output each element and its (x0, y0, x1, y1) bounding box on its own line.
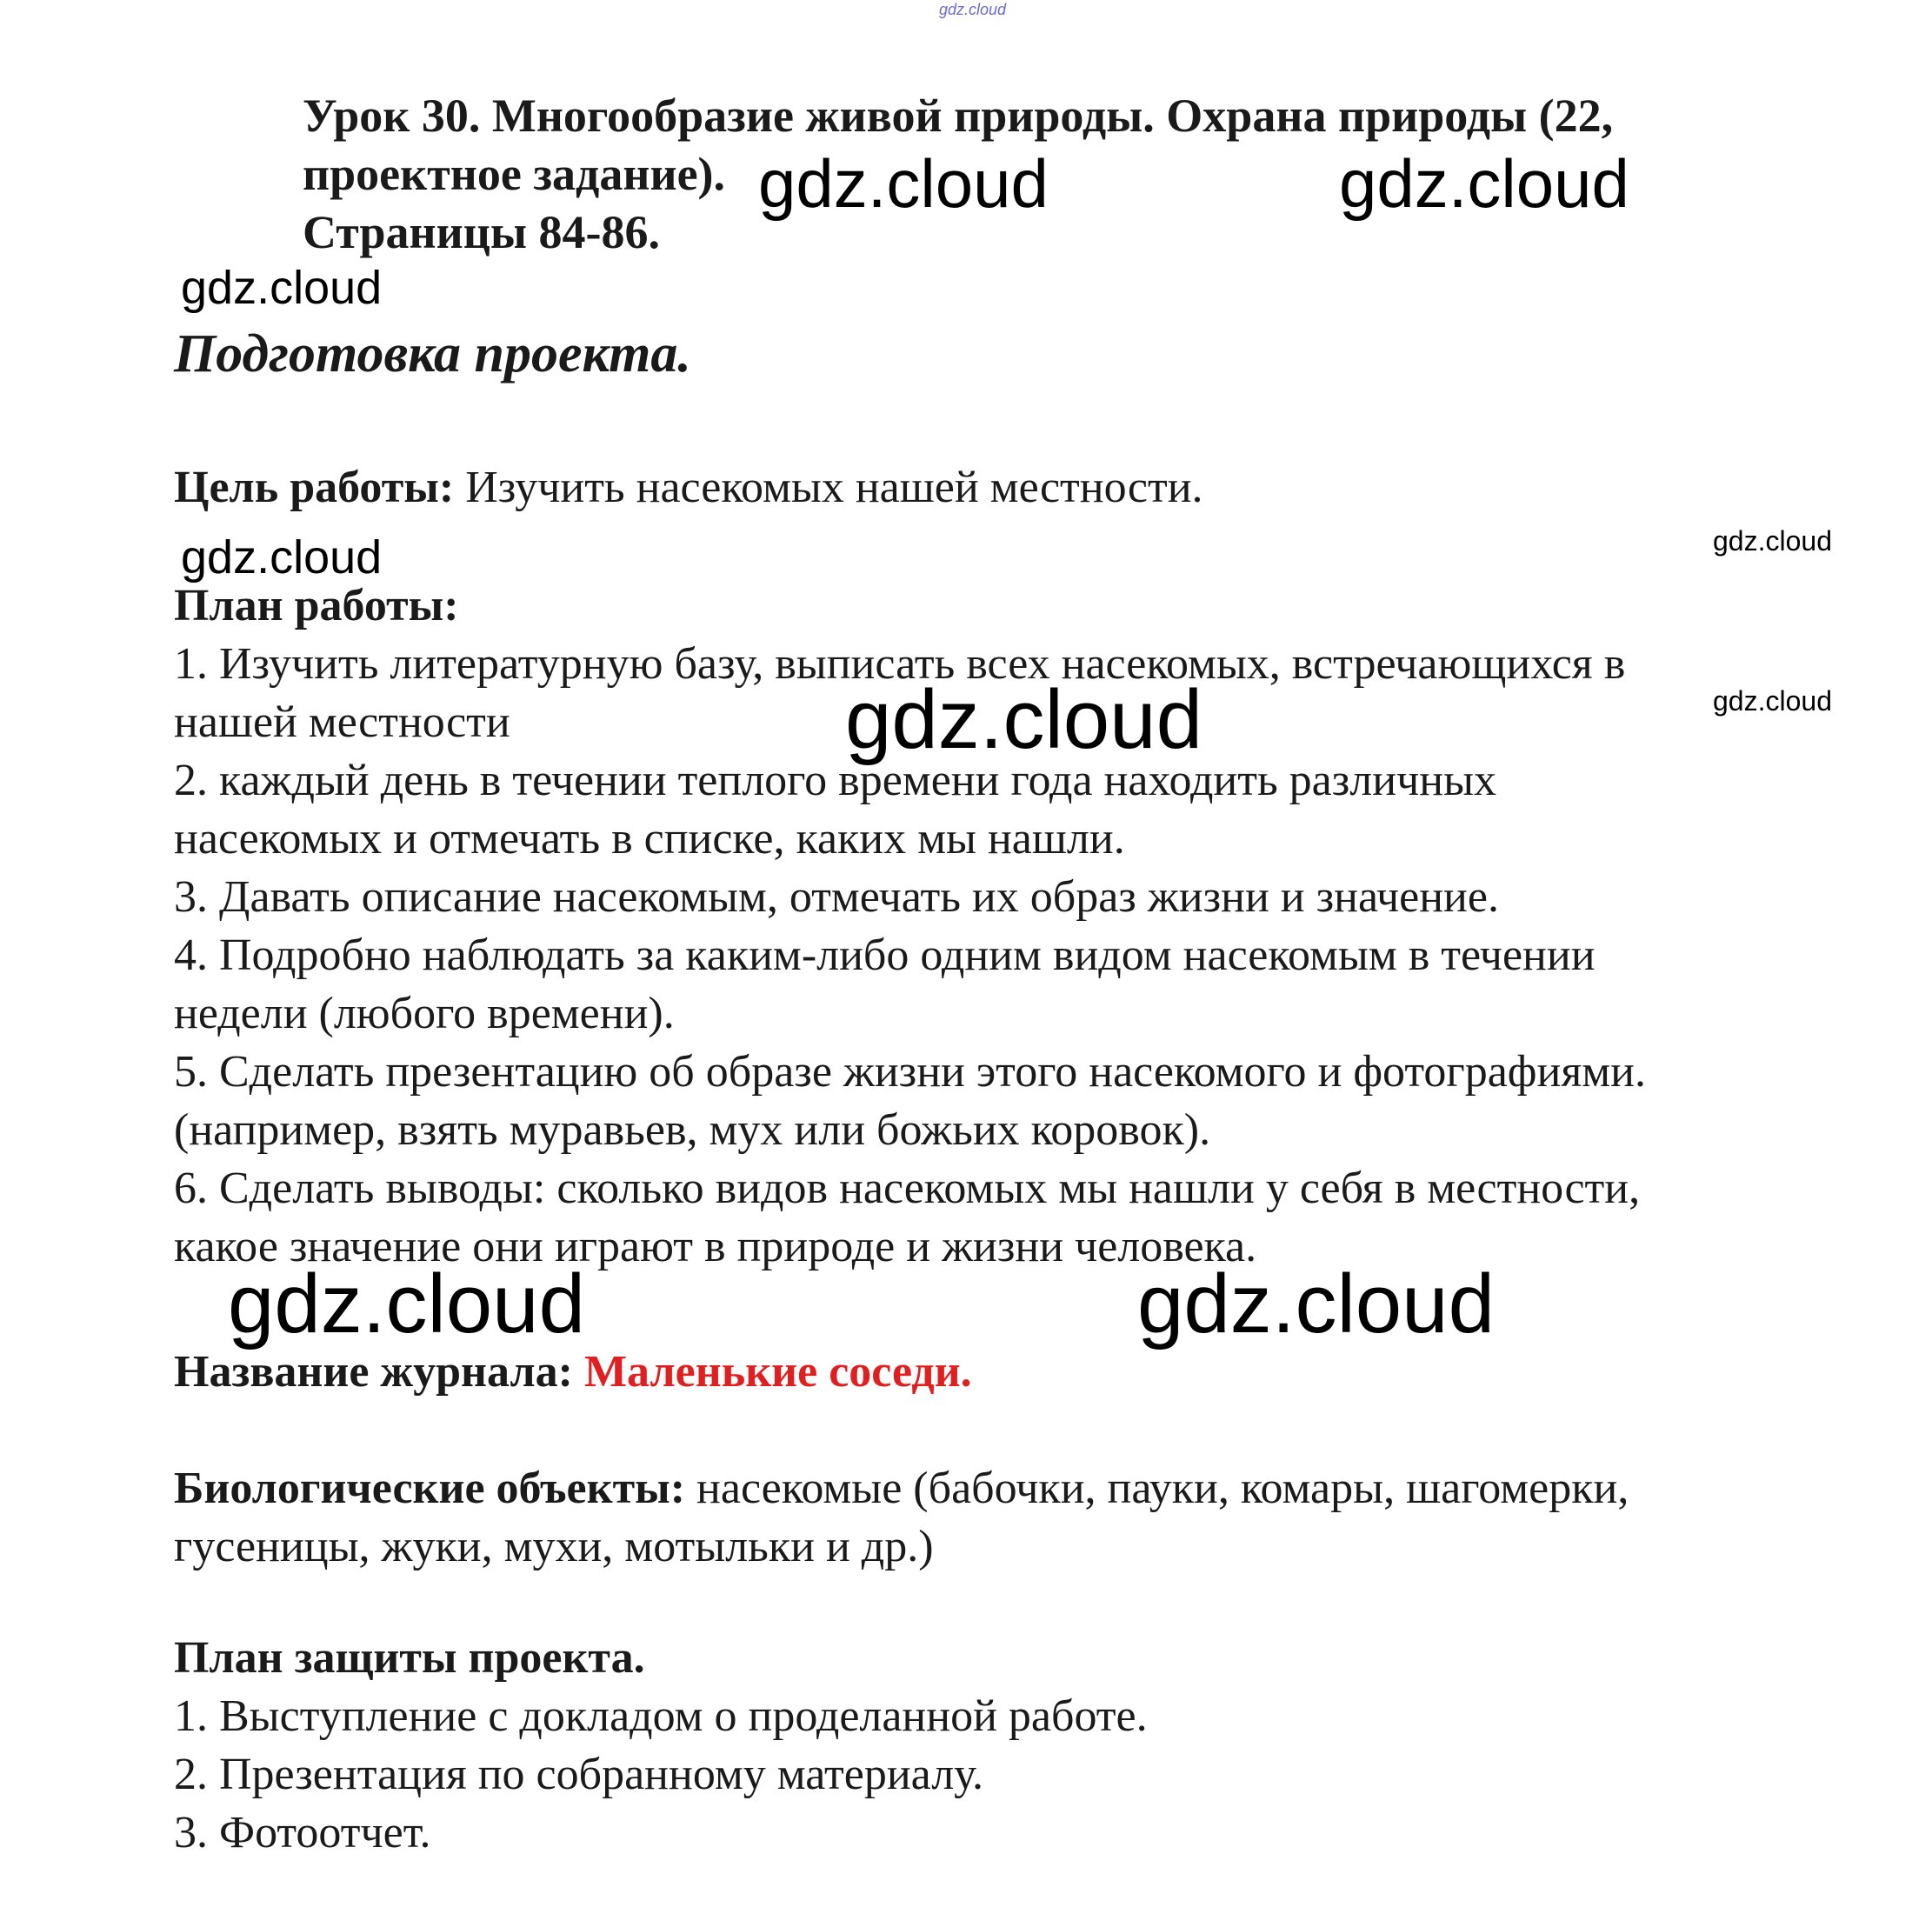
plan-line: 6. Сделать выводы: сколько видов насекомых мы нашли у себя в местности, (174, 1164, 1641, 1213)
watermark: gdz.cloud (758, 145, 1049, 222)
goal-label: Цель работы: (174, 463, 455, 512)
plan-line: 2. каждый день в течении теплого времени года находить различных (174, 756, 1496, 805)
watermark: gdz.cloud (1713, 685, 1832, 717)
watermark-top: gdz.cloud (939, 1, 1007, 18)
watermark: gdz.cloud (1339, 145, 1629, 222)
title-line-3: Страницы 84-86. (303, 206, 660, 258)
objects-text-1: насекомые (бабочки, пауки, комары, шагомерки, (685, 1464, 1629, 1513)
goal-line (174, 458, 1861, 517)
watermark: gdz.cloud (1713, 525, 1832, 557)
plan-line: 3. Давать описание насекомым, отмечать их образ жизни и значение. (174, 872, 1499, 922)
journal-label: Название журнала: (174, 1347, 573, 1397)
section-subtitle: Подготовка проекта. (174, 324, 691, 383)
watermark: gdz.cloud (181, 262, 383, 314)
title-line-2: проектное задание). (303, 148, 726, 200)
plan-line: нашей местности (174, 697, 510, 747)
objects-line-1 (174, 1459, 1861, 1517)
defense-line: 3. Фотоотчет. (174, 1808, 431, 1857)
plan-line: 1. Изучить литературную базу, выписать всех насекомых, встречающихся в (174, 639, 1626, 689)
plan-line: 4. Подробно наблюдать за каким-либо одним видом насекомым в течении (174, 930, 1596, 980)
goal-text: Изучить насекомых нашей местности. (454, 463, 1203, 512)
plan-line: 5. Сделать презентацию об образе жизни этого насекомого и фотографиями. (174, 1047, 1646, 1097)
journal-value: Маленькие соседи. (572, 1347, 972, 1397)
plan-heading: План работы: (174, 581, 459, 630)
watermark: gdz.cloud (1137, 1257, 1495, 1350)
objects-block (174, 1459, 1861, 1576)
watermark: gdz.cloud (228, 1257, 585, 1350)
defense-line: 2. Презентация по собранному материалу. (174, 1750, 983, 1799)
watermark: gdz.cloud (845, 673, 1203, 766)
plan-line: (например, взять муравьев, мух или божьих коровок). (174, 1105, 1211, 1155)
plan-line: насекомых и отмечать в списке, каких мы нашли. (174, 814, 1125, 864)
defense-line: 1. Выступление с докладом о проделанной работе. (174, 1691, 1148, 1741)
watermark: gdz.cloud (181, 531, 383, 584)
plan-line: недели (любого времени). (174, 989, 675, 1038)
defense-heading: План защиты проекта. (174, 1633, 645, 1683)
objects-label: Биологические объекты: (174, 1464, 686, 1513)
plan-line: какое значение они играют в природе и жизни человека. (174, 1222, 1257, 1271)
title-line-1: Урок 30. Многообразие живой природы. Охрана природы (22, (303, 90, 1614, 142)
defense-plan (174, 1629, 1861, 1862)
objects-text-2: гусеницы, жуки, мухи, мотыльки и др.) (174, 1522, 934, 1571)
journal-line (174, 1343, 1861, 1401)
